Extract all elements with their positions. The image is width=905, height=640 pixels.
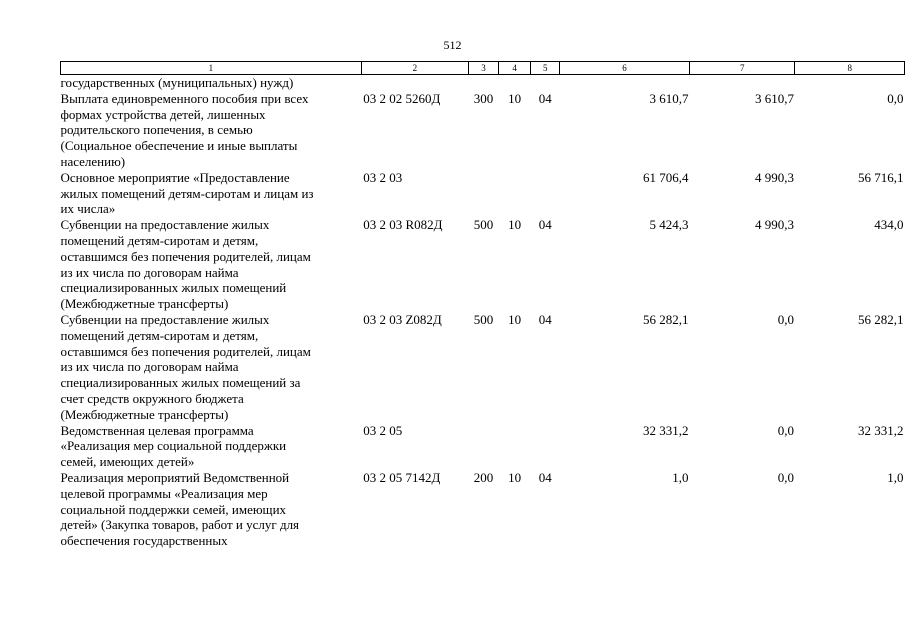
row-name: Реализация мероприятий Ведомственной целевой программы «Реализация мер социальной поддержки семей, имеющих детей» (Закупка товаров, работ и услуг для обеспечения государственных: [60, 469, 300, 549]
table-row: [61, 75, 905, 91]
table-row: [61, 217, 905, 312]
row-value-8: [795, 75, 905, 91]
row-c5: [531, 423, 560, 470]
table-row: [61, 170, 905, 217]
row-name: Субвенции на предоставление жилых помещений детям-сиротам и детям, оставшимся без попечения родителей, лицам из их числа по договорам найма специализированных жилых помещений (Межбюджетные трансферты): [60, 217, 311, 312]
row-c5: 04: [538, 311, 552, 327]
header-col-8: 8: [795, 62, 905, 75]
row-value-8: 32 331,2: [858, 422, 904, 438]
row-name: государственных (муниципальных) нужд): [60, 75, 294, 90]
row-c3: 200: [473, 469, 494, 485]
row-value-6: 3 610,7: [649, 90, 689, 106]
row-name: Основное мероприятие «Предоставление жилых помещений детям-сиротам и лицам из их числа»: [60, 169, 314, 217]
row-value-7: 0,0: [777, 311, 794, 327]
row-name: Субвенции на предоставление жилых помещений детям-сиротам и детям, оставшимся без попечения родителей, лицам из их числа по договорам найма специализированных жилых помещений за счет средств окружного бюджета (Межбюджетные трансферты): [60, 311, 311, 422]
row-value-7: [690, 75, 795, 91]
row-c4: [498, 423, 531, 470]
budget-table: [60, 61, 905, 549]
row-name: Выплата единовременного пособия при всех формах устройства детей, лишенных родительского попечения, в семью (Социальное обеспечение и иные выплаты населению): [60, 90, 309, 169]
row-value-7: 0,0: [777, 469, 794, 485]
page-number: 512: [443, 38, 462, 52]
row-c4: [498, 75, 531, 91]
row-c4: 10: [508, 217, 522, 233]
row-value-6: 5 424,3: [649, 217, 689, 233]
row-c5: 04: [538, 217, 552, 233]
row-c4: 10: [508, 90, 522, 106]
row-c4: 10: [508, 311, 522, 327]
row-c3: [469, 423, 499, 470]
row-c5: [531, 75, 560, 91]
row-code: 03 2 05: [363, 422, 403, 438]
table-row: [61, 91, 905, 170]
row-value-6: 56 282,1: [643, 311, 689, 327]
row-c3: 500: [473, 311, 494, 327]
header-row: [61, 62, 905, 75]
row-value-8: 1,0: [887, 469, 904, 485]
table-body: [61, 75, 905, 549]
header-col-6: 6: [560, 62, 690, 75]
row-code: 03 2 03 R082Д: [363, 217, 443, 233]
header-col-7: 7: [690, 62, 795, 75]
row-code: 03 2 05 7142Д: [363, 469, 441, 485]
row-value-7: 0,0: [777, 422, 794, 438]
table-row: [61, 312, 905, 423]
row-c3: 300: [473, 90, 494, 106]
row-value-7: 3 610,7: [754, 90, 794, 106]
row-code: 03 2 02 5260Д: [363, 90, 441, 106]
header-col-4: 4: [498, 62, 531, 75]
row-name: Ведомственная целевая программа «Реализация мер социальной поддержки семей, имеющих детей»: [60, 422, 287, 470]
row-c3: [469, 170, 499, 217]
row-code: 03 2 03 Z082Д: [363, 311, 442, 327]
row-code: 03 2 03: [363, 169, 403, 185]
table-row: [61, 470, 905, 549]
row-value-8: 56 282,1: [858, 311, 904, 327]
row-code: [361, 75, 468, 91]
row-c4: [498, 170, 531, 217]
row-c3: 500: [473, 217, 494, 233]
header-col-3: 3: [469, 62, 499, 75]
row-value-8: 434,0: [874, 217, 904, 233]
row-value-6: 32 331,2: [643, 422, 689, 438]
header-col-5: 5: [531, 62, 560, 75]
row-value-6: 61 706,4: [643, 169, 689, 185]
row-c5: 04: [538, 469, 552, 485]
header-col-1: 1: [61, 62, 362, 75]
row-c3: [469, 75, 499, 91]
row-c5: [531, 170, 560, 217]
row-value-6: 1,0: [672, 469, 689, 485]
row-value-6: [560, 75, 690, 91]
table-row: [61, 423, 905, 470]
row-value-8: 0,0: [887, 90, 904, 106]
header-col-2: 2: [361, 62, 468, 75]
row-c5: 04: [538, 90, 552, 106]
row-c4: 10: [508, 469, 522, 485]
row-value-7: 4 990,3: [754, 169, 794, 185]
row-value-8: 56 716,1: [858, 169, 904, 185]
row-value-7: 4 990,3: [754, 217, 794, 233]
table-header: [61, 62, 905, 75]
